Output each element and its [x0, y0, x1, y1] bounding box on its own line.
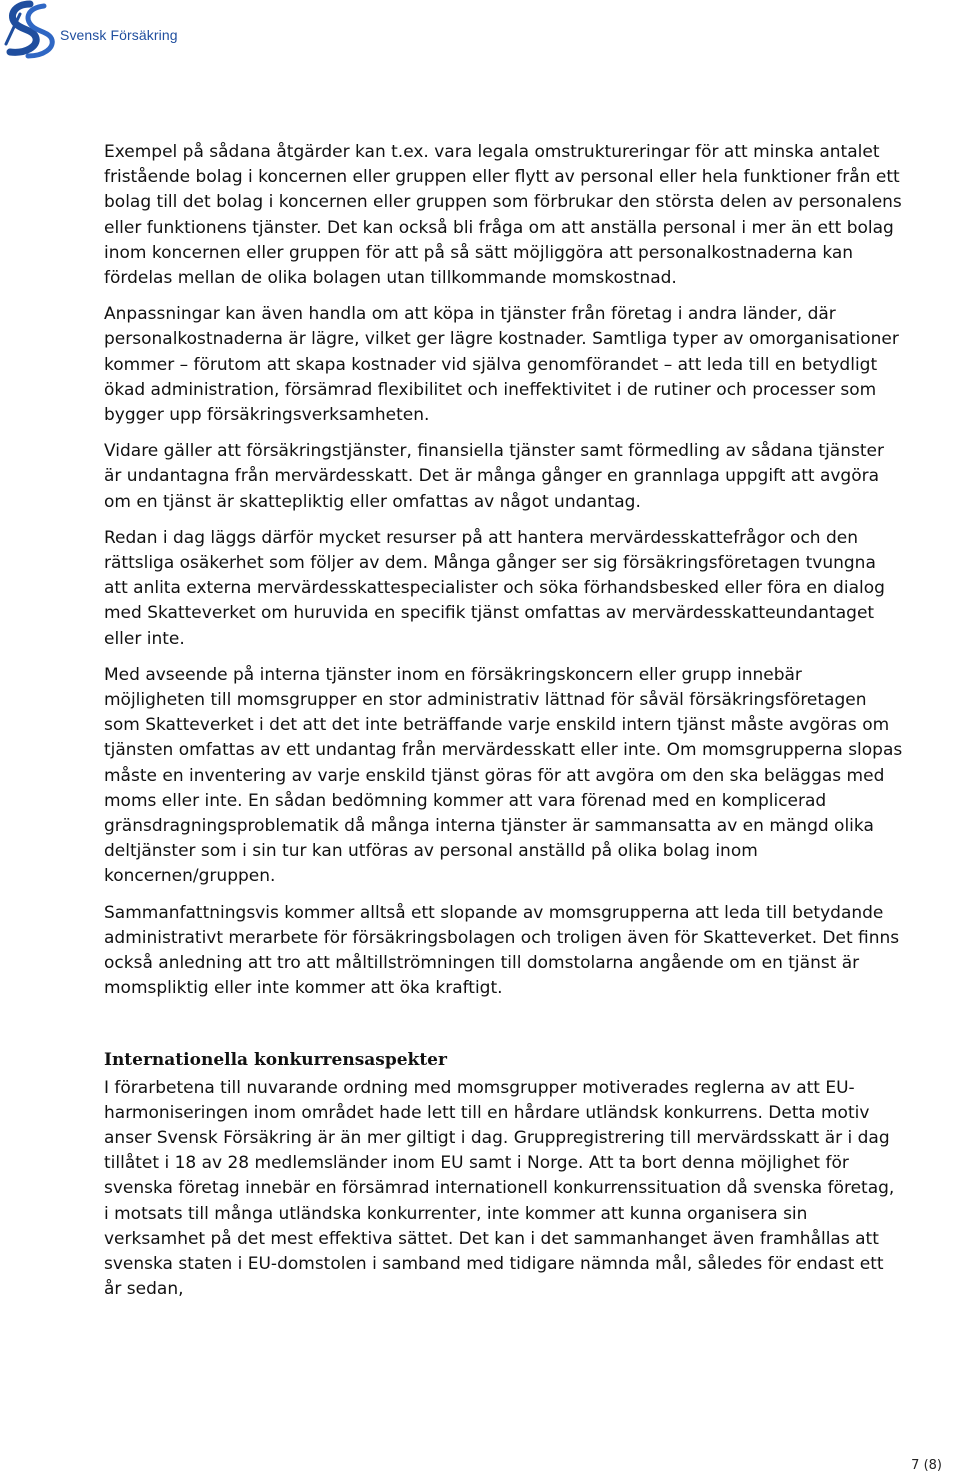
section-heading: Internationella konkurrensaspekter [104, 1049, 447, 1070]
svensk-forsakring-s-logo-icon [0, 0, 62, 62]
section-paragraph: I förarbetena till nuvarande ordning med momsgrupper motiverades reglerna av att EU-harmoniseringen inom området hade lett till en hårdare utländsk konkurrens. Detta motiv anser Svensk Försäkring är än mer giltigt i dag. Gruppregistrering till mervärdsskatt är i dag tillåtet i 18 av 28 medlemsländer inom EU samt i Norge. Att ta bort denna möjlighet för svenska företag innebär en försämrad internationell konkurrenssituation då svenska företag, i motsats till många utländska konkurrenter, inte kommer att kunna organisera sin verksamhet på det mest effektiva sättet. Det kan i det sammanhanget även framhållas att svenska staten i EU-domstolen i samband med tidigare nämnda mål, således för endast ett år sedan, [104, 1077, 895, 1300]
paragraph: Anpassningar kan även handla om att köpa in tjänster från företag i andra länder, där personalkostnaderna är lägre, vilket ger lägre kostnader. Samtliga typer av omorganisationer kommer – förutom att skapa kostnader vid själva genomförandet – att leda till en betydligt ökad administration, försämrad flexibilitet och ineffektivitet i de rutiner och processer som bygger upp försäkringsverksamheten. [104, 304, 899, 426]
paragraph: Vidare gäller att försäkringstjänster, finansiella tjänster samt förmedling av sådana tjänster är undantagna från mervärdesskatt. Det är många gånger en grannlaga uppgift att avgöra om en tjänst är skattepliktig eller omfattas av något undantag. [104, 441, 884, 512]
logo-text: Svensk Försäkring [60, 27, 178, 43]
paragraph: Redan i dag läggs därför mycket resurser på att hantera mervärdesskattefrågor och den rättsliga osäkerhet som följer av dem. Många gånger ser sig försäkringsföretagen tvungna att anlita externa mervärdesskattespecialister och söka förhandsbesked eller föra en dialog med Skatteverket om huruvida en specifik tjänst omfattas av mervärdesskatteundantaget eller inte. [104, 527, 885, 649]
paragraph: Sammanfattningsvis kommer alltså ett slopande av momsgrupperna att leda till betydande administrativt merarbete för försäkringsbolagen och troligen även för Skatteverket. Det finns också anledning att tro att måltillströmningen till domstolarna angående om en tjänst är momspliktig eller inte kommer att öka kraftigt. [104, 902, 900, 999]
header-logo [0, 0, 180, 70]
paragraph: Exempel på sådana åtgärder kan t.ex. vara legala omstruktureringar för att minska antalet fristående bolag i koncernen eller gruppen eller flytt av personal eller hela funktioner från ett bolag till det bolag i koncernen eller gruppen som förbrukar den största delen av personalens eller funktionens tjänster. Det kan också bli fråga om att anställa personal i mer än ett bolag inom koncernen eller gruppen för att på så sätt möjliggöra att personalkostnaderna kan fördelas mellan de olika bolagen utan tillkommande momskostnad. [104, 142, 902, 289]
page-number: 7 (8) [911, 1458, 942, 1473]
document-body [104, 140, 904, 1313]
paragraph: Med avseende på interna tjänster inom en försäkringskoncern eller grupp innebär möjligheten till momsgrupper en stor administrativ lättnad för såväl försäkringsföretagen som Skatteverket i det att det inte beträffande varje enskild intern tjänst måste avgöras om tjänsten omfattas av ett undantag från mervärdesskatt eller inte. Om momsgrupperna slopas måste en inventering av varje enskild tjänst göras för att avgöra om den ska beläggas med moms eller inte. En sådan bedömning kommer att vara förenad med en komplicerad gränsdragningsproblematik då många interna tjänster är sammansatta av en mängd olika deltjänster som i sin tur kan utföras av personal anställd på olika bolag inom koncernen/gruppen. [104, 664, 903, 887]
